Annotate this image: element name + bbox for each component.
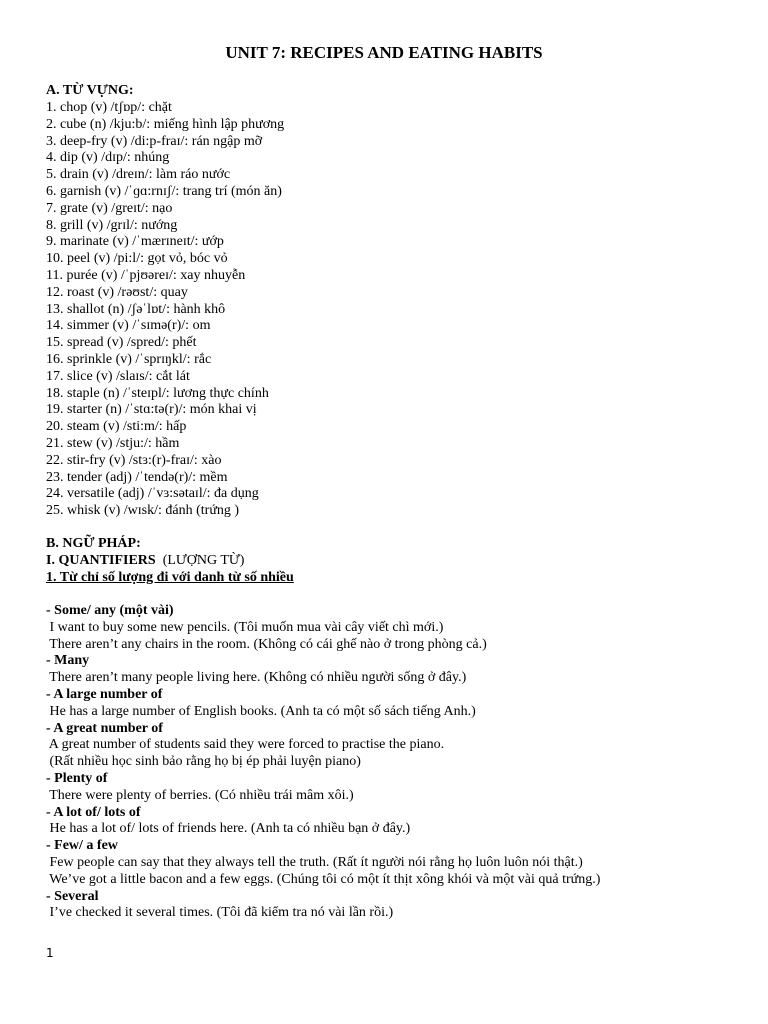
vocab-item: 25. whisk (v) /wɪsk/: đánh (trứng ) bbox=[46, 503, 240, 519]
vocab-item: 7. grate (v) /greɪt/: nạo bbox=[46, 200, 173, 216]
quantifier-term: - A great number of bbox=[46, 720, 163, 736]
quantifiers-heading-line bbox=[46, 553, 244, 569]
example-sentence: I’ve checked it several times. (Tôi đã kiểm tra nó vài lần rồi.) bbox=[46, 905, 394, 921]
quantifier-term: - Several bbox=[46, 888, 99, 904]
vocab-item: 12. roast (v) /rəʊst/: quay bbox=[46, 284, 188, 300]
vocab-item: 8. grill (v) /grɪl/: nướng bbox=[46, 217, 178, 233]
vocab-item: 1. chop (v) /tʃɒp/: chặt bbox=[46, 100, 172, 115]
vocab-item: 2. cube (n) /kju:b/: miếng hình lập phương bbox=[46, 116, 285, 132]
quantifier-term: - A large number of bbox=[46, 687, 163, 702]
vocab-item: 18. staple (n) /ˈsteɪpl/: lương thực chính bbox=[46, 385, 269, 401]
vocab-item: 21. stew (v) /stju:/: hầm bbox=[46, 436, 180, 451]
section1-heading: 1. Từ chỉ số lượng đi với danh từ số nhiều bbox=[46, 570, 294, 585]
example-sentence: Few people can say that they always tell the truth. (Rất ít người nói rằng họ luôn luôn nói thật.) bbox=[46, 855, 583, 870]
example-sentence: A great number of students said they were forced to practise the piano. bbox=[46, 737, 445, 753]
vocab-heading: A. TỪ VỰNG: bbox=[46, 83, 134, 98]
vocab-item: 22. stir-fry (v) /stɜ:(r)-fraɪ/: xào bbox=[46, 452, 222, 468]
example-sentence: He has a large number of English books. (Anh ta có một số sách tiếng Anh.) bbox=[46, 703, 476, 719]
vocab-item: 9. marinate (v) /ˈmærɪneɪt/: ướp bbox=[46, 234, 224, 250]
quantifier-term: - Plenty of bbox=[46, 771, 108, 786]
example-sentence: There aren’t any chairs in the room. (Không có cái ghế nào ở trong phòng cả.) bbox=[46, 636, 487, 652]
quantifier-term: - Some/ any (một vài) bbox=[46, 603, 174, 618]
vocab-item: 20. steam (v) /sti:m/: hấp bbox=[46, 419, 187, 435]
example-sentence: He has a lot of/ lots of friends here. (Anh ta có nhiều bạn ở đây.) bbox=[46, 821, 411, 837]
quantifier-term: - Few/ a few bbox=[46, 838, 118, 854]
example-sentence: I want to buy some new pencils. (Tôi muốn mua vài cây viết chì mới.) bbox=[46, 619, 444, 635]
example-sentence: There were plenty of berries. (Có nhiều trái mâm xôi.) bbox=[46, 787, 354, 803]
page-number: 1 bbox=[46, 946, 54, 960]
vocab-item: 10. peel (v) /pi:l/: gọt vỏ, bóc vỏ bbox=[46, 251, 228, 267]
example-sentence: There aren’t many people living here. (Không có nhiều người sống ở đây.) bbox=[46, 670, 467, 686]
grammar-heading: B. NGỮ PHÁP: bbox=[46, 536, 141, 551]
vocab-item: 3. deep-fry (v) /di:p-fraɪ/: rán ngập mỡ bbox=[46, 133, 263, 149]
vocab-item: 24. versatile (adj) /ˈvɜ:sətaɪl/: đa dụng bbox=[46, 486, 259, 502]
page-title: UNIT 7: RECIPES AND EATING HABITS bbox=[225, 43, 543, 62]
vocab-item: 13. shallot (n) /ʃəˈlɒt/: hành khô bbox=[46, 301, 226, 317]
vocab-item: 4. dip (v) /dɪp/: nhúng bbox=[46, 150, 170, 166]
quantifier-term: - A lot of/ lots of bbox=[46, 804, 141, 820]
vocab-item: 23. tender (adj) /ˈtendə(r)/: mềm bbox=[46, 469, 228, 485]
quantifiers-heading: I. QUANTIFIERS bbox=[46, 553, 156, 568]
vocab-item: 11. purée (v) /ˈpjʊəreɪ/: xay nhuyễn bbox=[46, 268, 246, 283]
example-sentence: We’ve got a little bacon and a few eggs. (Chúng tôi có một ít thịt xông khói và một vài quả trứng.) bbox=[46, 871, 601, 887]
vocab-item: 16. sprinkle (v) /ˈsprɪŋkl/: rắc bbox=[46, 352, 212, 367]
vocab-item: 14. simmer (v) /ˈsɪmə(r)/: om bbox=[46, 318, 211, 334]
vocab-item: 6. garnish (v) /ˈɡɑ:rnɪʃ/: trang trí (món ăn) bbox=[46, 184, 282, 199]
example-sentence: (Rất nhiều học sinh bảo rằng họ bị ép phải luyện piano) bbox=[46, 754, 361, 770]
quantifiers-subheading: (LƯỢNG TỪ) bbox=[162, 553, 245, 568]
vocab-item: 5. drain (v) /dreɪn/: làm ráo nước bbox=[46, 167, 231, 183]
vocab-item: 19. starter (n) /ˈstɑ:tə(r)/: món khai vị bbox=[46, 402, 257, 418]
vocab-item: 17. slice (v) /slaɪs/: cắt lát bbox=[46, 368, 190, 384]
vocab-item: 15. spread (v) /spred/: phết bbox=[46, 335, 197, 351]
quantifier-term: - Many bbox=[46, 653, 90, 669]
